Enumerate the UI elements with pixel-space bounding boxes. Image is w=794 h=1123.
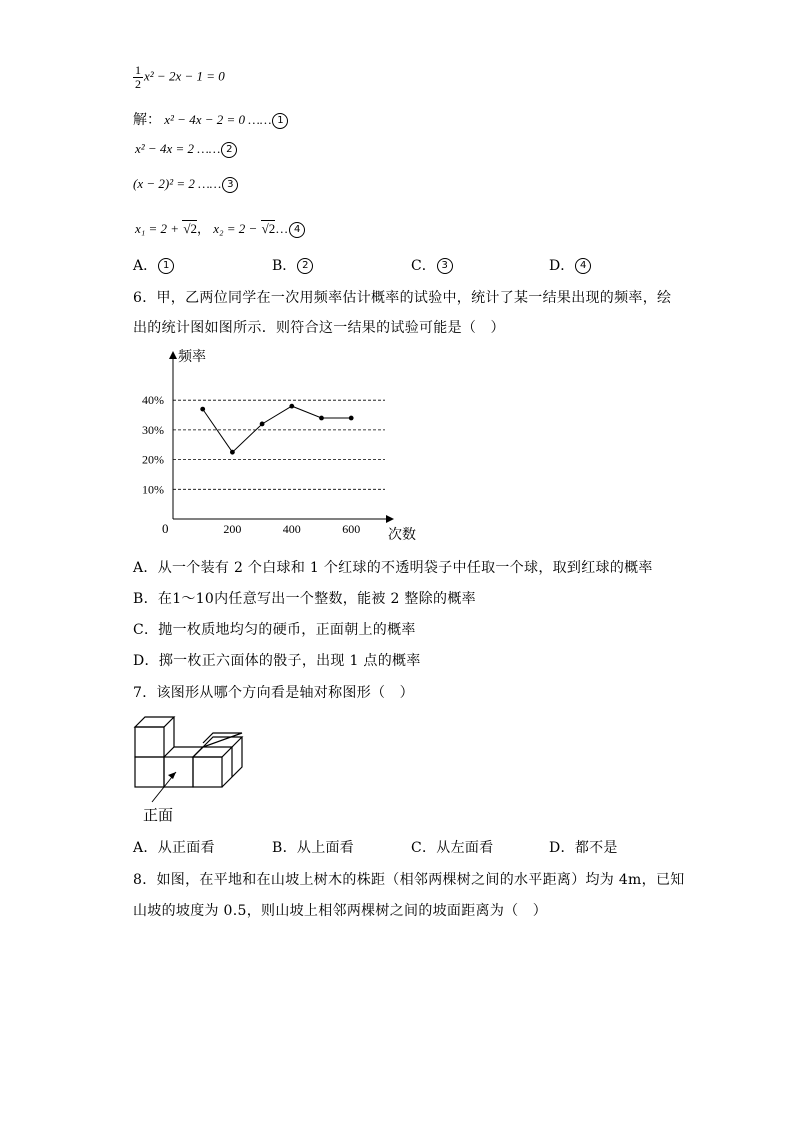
q5-step2-line — [135, 141, 237, 158]
solution-label: 解： — [133, 113, 161, 128]
option-letter: A． — [133, 258, 158, 274]
front-arrow-head — [168, 772, 176, 779]
cube-top-right — [193, 747, 232, 757]
cube-front-middle — [164, 757, 193, 787]
y-tick-label: 30% — [142, 422, 164, 437]
cube-top-face-middle — [164, 747, 203, 757]
cube-front-upper — [135, 727, 164, 757]
q8-text-line2: 山坡的坡度为 0.5，则山坡上相邻两棵树之间的坡面距离为（ ） — [133, 903, 548, 919]
cube-top-face — [135, 717, 174, 727]
q8-text-line1: 8．如图，在平地和在山坡上树木的株距（相邻两棵树之间的水平距离）均为 4m，已知 — [133, 872, 685, 888]
q6-option-b[interactable]: B．在1～10内任意写出一个整数，能被 2 整除的概率 — [133, 591, 476, 607]
q6-option-a[interactable]: A．从一个装有 2 个白球和 1 个红球的不透明袋子中任取一个球，取到红球的概率 — [133, 560, 653, 576]
cube-front-right — [193, 757, 222, 787]
q6-option-d[interactable]: D．掷一枚正六面体的骰子，出现 1 点的概率 — [133, 653, 421, 669]
option-circled-1: 1 — [158, 258, 174, 274]
option-letter: D． — [549, 258, 575, 274]
option-circled-2: 2 — [297, 258, 313, 274]
option-circled-3: 3 — [437, 258, 453, 274]
q5-option-d[interactable] — [549, 255, 591, 275]
q5-option-a[interactable] — [133, 255, 174, 275]
q5-option-c[interactable] — [411, 255, 453, 275]
fraction-numerator: 1 — [135, 63, 141, 77]
equation-rest: x² − 2x − 1 = 0 — [144, 68, 225, 84]
q5-equation — [133, 64, 225, 91]
q5-option-b[interactable] — [272, 255, 313, 275]
separator: ， — [196, 221, 210, 236]
circled-number-3: 3 — [222, 177, 238, 193]
q5-step3-line — [133, 176, 238, 193]
x-tick-label: 200 — [223, 522, 242, 536]
y-axis-label: 频率 — [178, 349, 206, 365]
data-point — [200, 407, 205, 412]
x-tick-label: 400 — [282, 522, 301, 536]
fraction-one-half — [133, 64, 143, 91]
option-letter: C． — [411, 258, 436, 274]
data-point — [260, 422, 265, 427]
circled-number-4: 4 — [289, 222, 305, 238]
q7-option-a[interactable]: A．从正面看 — [133, 840, 215, 856]
x-tick-label: 600 — [342, 522, 361, 536]
y-tick-label: 40% — [142, 393, 164, 408]
q5-step1-line — [133, 109, 288, 129]
step3-expr: (x − 2)² = 2 …… — [133, 176, 222, 191]
data-point — [289, 404, 294, 409]
x1-expr: x₁ = 2 + — [135, 221, 180, 236]
step1-expr: x² − 4x − 2 = 0 …… — [164, 112, 272, 127]
x1-root: √2 — [183, 221, 197, 236]
q6-option-c[interactable]: C．抛一枚质地均匀的硬币，正面朝上的概率 — [133, 622, 416, 638]
dots: … — [275, 221, 289, 236]
origin-label: 0 — [162, 521, 169, 536]
series-line — [203, 406, 352, 452]
y-tick-label: 20% — [142, 452, 164, 467]
y-tick-label: 10% — [142, 482, 164, 497]
option-circled-4: 4 — [575, 258, 591, 274]
x2-root: √2 — [261, 221, 276, 236]
fraction-denominator: 2 — [135, 77, 141, 91]
step2-expr: x² − 4x = 2 …… — [135, 141, 221, 156]
x2-expr: x₂ = 2 − — [213, 221, 258, 236]
q7-option-d[interactable]: D．都不是 — [549, 840, 618, 856]
q6-text-line2: 出的统计图如图所示．则符合这一结果的试验可能是（ ） — [133, 320, 505, 336]
cube-front-lower — [135, 757, 164, 787]
data-point — [349, 416, 354, 421]
x-axis-label: 次数 — [388, 527, 416, 543]
data-point — [230, 450, 235, 455]
q7-option-c[interactable]: C．从左面看 — [411, 840, 494, 856]
data-point — [319, 416, 324, 421]
front-label: 正面 — [143, 806, 174, 824]
option-letter: B． — [272, 258, 297, 274]
q5-step4-line — [135, 218, 305, 238]
q7-question: 7．该图形从哪个方向看是轴对称图形（ ） — [133, 685, 414, 701]
q6-text-line1: 6．甲，乙两位同学在一次用频率估计概率的试验中，统计了某一结果出现的频率，绘 — [133, 290, 672, 306]
frequency-chart — [140, 345, 430, 545]
q7-option-b[interactable]: B．从上面看 — [272, 840, 355, 856]
circled-number-1: 1 — [272, 113, 288, 129]
circled-number-2: 2 — [221, 142, 237, 158]
